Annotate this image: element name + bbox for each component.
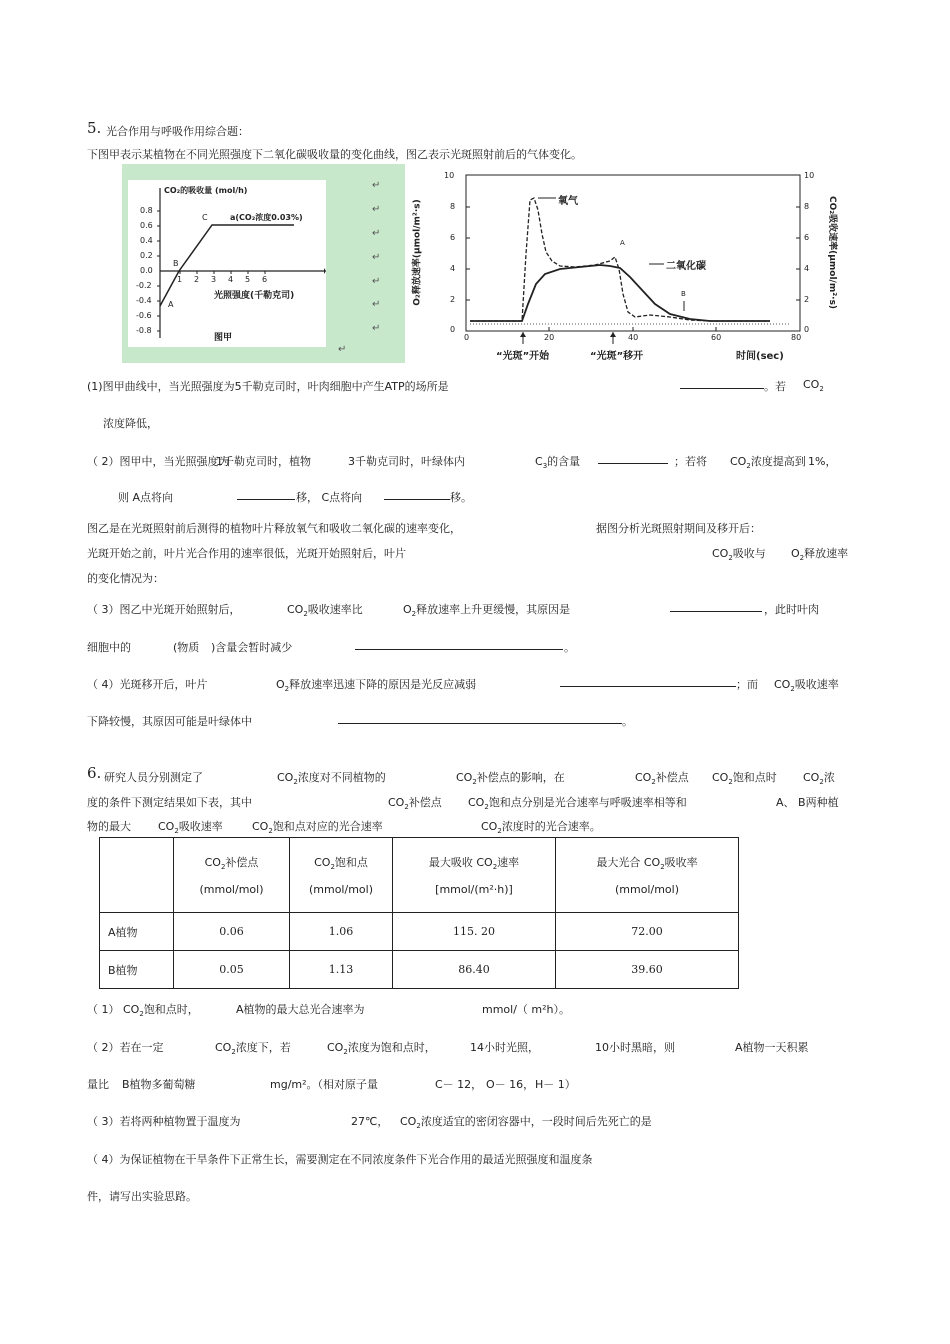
figure-a-ylabel: CO₂的吸收量 (mol/h) — [164, 186, 248, 195]
subscript: 2 — [416, 1122, 421, 1131]
figure-a-ytick: -0.4 — [136, 296, 152, 305]
header-unit: (mmol/mol) — [199, 883, 264, 897]
subscript: 2 — [660, 863, 665, 872]
table-header-cell — [290, 838, 393, 913]
return-mark: ↵ — [372, 204, 381, 215]
text: 据图分析光斑照射期间及移开后： — [596, 522, 761, 535]
figure-a-ytick: 0.4 — [140, 236, 153, 245]
figure-b-xtick: 60 — [711, 333, 722, 342]
table-cell: 115. 20 — [393, 913, 556, 951]
subscript: 2 — [484, 803, 489, 812]
figure-b-ytick-left: 4 — [450, 264, 456, 273]
figure-a-ytick: 0.2 — [140, 251, 153, 260]
blank-line[interactable] — [384, 487, 450, 500]
blank-line[interactable] — [680, 376, 764, 389]
text: 研究人员分别测定了 — [104, 771, 203, 784]
figure-a-xtick: 5 — [245, 275, 251, 284]
figure-a-xtick: 1 — [177, 275, 183, 284]
figure-b-ytick-left: 8 — [450, 202, 456, 211]
text: 吸收率 — [664, 855, 698, 869]
text: 。 — [564, 641, 575, 654]
blank-line[interactable] — [355, 637, 563, 650]
text: ；若将 — [674, 455, 707, 468]
text: ，此时叶肉 — [764, 603, 819, 616]
subscript: 2 — [220, 863, 226, 872]
figure-b-start-label: “光斑”开始 — [496, 351, 550, 362]
text — [791, 545, 848, 562]
text — [158, 818, 223, 835]
figure-b-ytick-right: 8 — [804, 202, 810, 211]
answer-blank[interactable] — [560, 674, 736, 690]
text: 的含量 — [547, 455, 581, 468]
text: C－ 12， — [435, 1078, 483, 1091]
text: 图乙是在光斑照射前后测得的植物叶片释放氧气和吸收二氧化碳的速率变化， — [87, 522, 461, 535]
text: 件，请写出实验思路。 — [87, 1190, 197, 1203]
text: 吸收速率比 — [307, 603, 363, 616]
blank-line[interactable] — [237, 487, 295, 500]
text — [468, 794, 687, 811]
subscript: 2 — [819, 778, 824, 787]
text — [252, 818, 383, 835]
text: 。 — [622, 715, 633, 728]
text: 则 A点将向 — [118, 491, 174, 504]
table-header-cell — [174, 838, 290, 913]
text: 细胞中的 — [87, 641, 131, 654]
answer-blank[interactable] — [237, 487, 295, 503]
text — [535, 453, 580, 470]
text: （ 2）图甲中，当光照强度为 — [87, 455, 230, 468]
figure-b-ytick-right: 2 — [804, 295, 810, 304]
text: 的变化情况为： — [87, 572, 164, 585]
return-mark: ↵ — [338, 344, 347, 355]
text: CO — [774, 678, 791, 691]
text: 最大光合 CO — [596, 855, 661, 869]
text: 最大吸收 CO — [428, 855, 493, 869]
text: CO — [204, 855, 221, 869]
figure-a-ytick: -0.6 — [136, 311, 152, 320]
text — [327, 1039, 436, 1056]
text: ；而 — [736, 678, 758, 691]
blank-line[interactable] — [338, 711, 622, 724]
text: CO — [481, 820, 498, 833]
text: 量比 — [87, 1078, 109, 1091]
return-mark: ↵ — [372, 252, 381, 263]
return-mark: ↵ — [372, 323, 381, 334]
text: CO — [287, 603, 304, 616]
subscript: 3 — [542, 462, 548, 471]
text: 。若 — [764, 380, 786, 393]
text: 27℃， — [351, 1115, 389, 1128]
text: CO — [468, 796, 485, 809]
figure-b-ytick-right: 4 — [804, 264, 810, 273]
text: )含量会暂时减少 — [211, 641, 293, 654]
text: 浓度对不同植物的 — [297, 771, 386, 784]
text: H－ 1） — [535, 1078, 576, 1091]
subscript: 2 — [139, 1010, 144, 1019]
text — [403, 601, 570, 618]
text: CO — [635, 771, 652, 784]
header-line — [175, 854, 288, 871]
text: 移。 — [450, 491, 472, 504]
figure-a-ytick: 0.0 — [140, 266, 153, 275]
subscript: 2 — [746, 462, 751, 471]
text: 1%， — [808, 455, 837, 468]
text: CO — [215, 1041, 232, 1054]
subscript: 2 — [728, 554, 733, 563]
header-unit: [mmol/(m²·h)] — [435, 883, 513, 897]
text: 吸收与 — [732, 547, 766, 560]
subscript: 2 — [411, 610, 417, 619]
figure-b-xtick: 40 — [628, 333, 639, 342]
text — [712, 545, 766, 562]
text: 浓度下，若 — [235, 1041, 291, 1054]
text: CO — [456, 771, 473, 784]
text: A植物一天积累 — [735, 1041, 809, 1054]
figure-b — [410, 164, 848, 363]
subscript: 2 — [174, 827, 179, 836]
figure-a-ytick: -0.8 — [136, 326, 152, 335]
answer-blank[interactable] — [338, 711, 622, 727]
header-unit: (mmol/mol) — [308, 883, 373, 897]
text: O — [403, 603, 412, 616]
q5-line-1 — [87, 378, 449, 394]
text: 吸收速率 — [794, 678, 839, 691]
text — [803, 378, 824, 393]
figure-b-xtick: 0 — [464, 333, 470, 342]
text: 浓度提高到 — [750, 455, 806, 468]
figure-a-ytick: 0.8 — [140, 206, 153, 215]
return-mark: ↵ — [372, 299, 381, 310]
text: 吸收速率 — [178, 820, 223, 833]
text: CO — [277, 771, 294, 784]
text — [277, 769, 386, 786]
table-row — [100, 951, 739, 989]
text: CO — [158, 820, 175, 833]
answer-blank[interactable] — [355, 637, 563, 653]
return-mark: ↵ — [372, 180, 381, 191]
figure-a-svg — [128, 180, 326, 347]
text: 移， C点将向 — [296, 491, 363, 504]
table-cell: 72.00 — [556, 913, 739, 951]
text: 下降较慢，其原因可能是叶绿体中 — [87, 715, 252, 728]
table-header-row — [100, 838, 739, 913]
text — [730, 453, 806, 470]
text: 浓度降低， — [103, 417, 158, 430]
text: mg/m²。（相对原子量 — [270, 1078, 379, 1091]
blank-line[interactable] — [560, 674, 736, 687]
text — [276, 676, 476, 693]
text: O — [276, 678, 285, 691]
text: 3千勒克司时，叶绿体内 — [348, 455, 465, 468]
text — [774, 676, 839, 693]
text: 补偿点 — [408, 796, 442, 809]
table-corner-cell — [100, 838, 174, 913]
text: 物的最大 — [87, 820, 131, 833]
text: CO — [712, 771, 729, 784]
figure-a-xtick: 3 — [211, 275, 217, 284]
figure-b-ylabel-right: CO₂吸收速率(μmol/m²·s) — [827, 195, 838, 310]
figure-b-oxygen-label: 氧气 — [558, 196, 578, 207]
figure-a-ytick: -0.2 — [136, 281, 152, 290]
blank-line[interactable] — [598, 451, 668, 464]
text — [87, 1001, 199, 1018]
text: 释放速率上升更缓慢，其原因是 — [416, 603, 571, 616]
text: （ 2）若在一定 — [87, 1041, 164, 1054]
text — [388, 794, 442, 811]
figure-b-ylabel-left: O₂释放速率(μmol/m²·s) — [412, 199, 423, 306]
subscript: 2 — [343, 1048, 348, 1057]
figure-a-ytick: 0.6 — [140, 221, 153, 230]
text: CO — [252, 820, 269, 833]
text: mmol/（ m²h）。 — [482, 1003, 571, 1016]
header-line — [557, 854, 737, 871]
header-unit: (mmol/mol) — [614, 883, 679, 897]
text: CO — [803, 378, 820, 391]
figure-b-ytick-left: 10 — [444, 171, 455, 180]
text: (1)图甲曲线中，当光照强度为5千勒克司时，叶肉细胞中产生ATP的场所是 — [87, 380, 449, 393]
table-cell: 0.05 — [174, 951, 290, 989]
text: 补偿点的影响，在 — [476, 771, 565, 784]
subscript: 2 — [293, 778, 298, 787]
figure-b-ytick-left: 0 — [450, 325, 456, 334]
table-header-cell — [556, 838, 739, 913]
subscript: 2 — [819, 385, 824, 394]
figure-b-ytick-left: 2 — [450, 295, 456, 304]
text: （ 1） CO — [87, 1003, 140, 1016]
table-header-cell — [393, 838, 556, 913]
q5-title: 光合作用与呼吸作用综合题： — [106, 125, 249, 138]
text: 浓度适宜的密闭容器中，一段时间后先死亡的是 — [420, 1115, 652, 1128]
text: 释放速率 — [804, 547, 849, 560]
text: CO — [388, 796, 405, 809]
text: CO — [730, 455, 747, 468]
return-mark: ↵ — [372, 276, 381, 287]
table-cell: 1.06 — [290, 913, 393, 951]
text: 度的条件下测定结果如下表，其中 — [87, 796, 252, 809]
subscript: 2 — [472, 778, 477, 787]
text — [400, 1113, 652, 1130]
figure-a-plot — [128, 180, 326, 347]
text — [287, 601, 363, 618]
text: （ 3）图乙中光斑开始照射后， — [87, 603, 241, 616]
return-mark: ↵ — [372, 228, 381, 239]
text: 饱和点对应的光合速率 — [272, 820, 383, 833]
text: 浓 — [823, 771, 835, 784]
header-line — [394, 854, 554, 871]
text: （ 3）若将两种植物置于温度为 — [87, 1115, 241, 1128]
text: A、 B两种植 — [776, 796, 839, 809]
q5-intro: 下图甲表示某植物在不同光照强度下二氧化碳吸收量的变化曲线，图乙表示光斑照射前后的气体变化。 — [87, 148, 582, 161]
text: 浓度为饱和点时， — [347, 1041, 436, 1054]
subscript: 2 — [268, 827, 273, 836]
subscript: 2 — [303, 610, 308, 619]
q6-number: 6. — [87, 764, 102, 782]
header-line — [291, 854, 391, 871]
text: CO — [327, 1041, 344, 1054]
answer-blank[interactable] — [670, 599, 762, 615]
text — [456, 769, 565, 786]
figure-b-xtick: 20 — [544, 333, 555, 342]
figure-a-point-a: A — [168, 300, 174, 309]
text — [481, 818, 601, 835]
blank-line[interactable] — [670, 599, 762, 612]
text: 速率 — [497, 855, 520, 869]
answer-blank[interactable] — [598, 451, 668, 467]
figure-b-point-a: A — [620, 239, 625, 247]
figure-a-curve-label: a(CO₂浓度0.03%) — [230, 213, 303, 222]
text: 饱和点分别是光合速率与呼吸速率相等和 — [488, 796, 687, 809]
subscript: 2 — [284, 685, 290, 694]
text: C — [535, 455, 543, 468]
table-cell: 39.60 — [556, 951, 739, 989]
table-cell: 1.13 — [290, 951, 393, 989]
text — [803, 769, 835, 786]
figure-a-point-b: B — [173, 259, 179, 268]
figure-a-point-c: C — [202, 213, 208, 222]
figure-a-xtick: 6 — [262, 275, 268, 284]
text: 饱和点 — [334, 855, 368, 869]
data-table — [99, 837, 739, 989]
figure-a-xtick: 2 — [194, 275, 200, 284]
subscript: 2 — [497, 827, 502, 836]
subscript: 2 — [799, 554, 805, 563]
figure-a-xtick: 4 — [228, 275, 234, 284]
figure-b-ytick-left: 6 — [450, 233, 456, 242]
text: （ 4）光斑移开后，叶片 — [87, 678, 208, 691]
text — [635, 769, 689, 786]
figure-b-co2-label: 二氧化碳 — [666, 261, 706, 272]
text: 饱和点时 — [732, 771, 777, 784]
row-label: A植物 — [100, 913, 174, 951]
text: CO — [314, 855, 331, 869]
figure-b-ytick-right: 10 — [804, 171, 815, 180]
text: B植物多葡萄糖 — [122, 1078, 196, 1091]
figure-b-time-label: 时间(sec) — [736, 351, 784, 362]
text: A植物的最大总光合速率为 — [236, 1003, 365, 1016]
text: O－ 16， — [486, 1078, 535, 1091]
figure-b-ytick-right: 6 — [804, 233, 810, 242]
subscript: 2 — [330, 863, 335, 872]
text: 光斑开始之前，叶片光合作用的速率很低，光斑开始照射后，叶片 — [87, 547, 406, 560]
text: 释放速率迅速下降的原因是光反应减弱 — [289, 678, 477, 691]
q5-number: 5. — [87, 119, 102, 137]
row-label: B植物 — [100, 951, 174, 989]
text: （ 4）为保证植物在干旱条件下正常生长，需要测定在不同浓度条件下光合作用的最适光照强度和温度条 — [87, 1153, 593, 1166]
text: 补偿点 — [655, 771, 689, 784]
subscript: 2 — [651, 778, 656, 787]
answer-blank[interactable] — [680, 376, 764, 392]
text: 10小时黑暗，则 — [595, 1041, 675, 1054]
figure-b-remove-label: “光斑”移开 — [590, 351, 644, 362]
text: O — [791, 547, 800, 560]
table-cell: 86.40 — [393, 951, 556, 989]
figure-b-ytick-right: 0 — [804, 325, 810, 334]
subscript: 2 — [231, 1048, 236, 1057]
text: 补偿点 — [225, 855, 259, 869]
text: (物质 — [173, 641, 200, 654]
table-row — [100, 913, 739, 951]
subscript: 2 — [404, 803, 409, 812]
text: 饱和点时， — [143, 1003, 199, 1016]
text: CO — [712, 547, 729, 560]
figure-a-xlabel: 光照强度(千勒克司) — [214, 291, 295, 301]
figure-a-caption: 图甲 — [214, 333, 233, 343]
text: 14小时光照， — [470, 1041, 539, 1054]
text: 浓度时的光合速率。 — [501, 820, 601, 833]
text — [712, 769, 777, 786]
answer-blank[interactable] — [384, 487, 450, 503]
figure-b-point-b: B — [681, 290, 686, 298]
text: 1千勒克司时，植物 — [216, 455, 311, 468]
text: CO — [803, 771, 820, 784]
subscript: 2 — [790, 685, 795, 694]
text — [215, 1039, 291, 1056]
subscript: 2 — [728, 778, 733, 787]
subscript: 2 — [492, 863, 498, 872]
figure-b-xtick: 80 — [791, 333, 802, 342]
table-cell: 0.06 — [174, 913, 290, 951]
text: CO — [400, 1115, 417, 1128]
